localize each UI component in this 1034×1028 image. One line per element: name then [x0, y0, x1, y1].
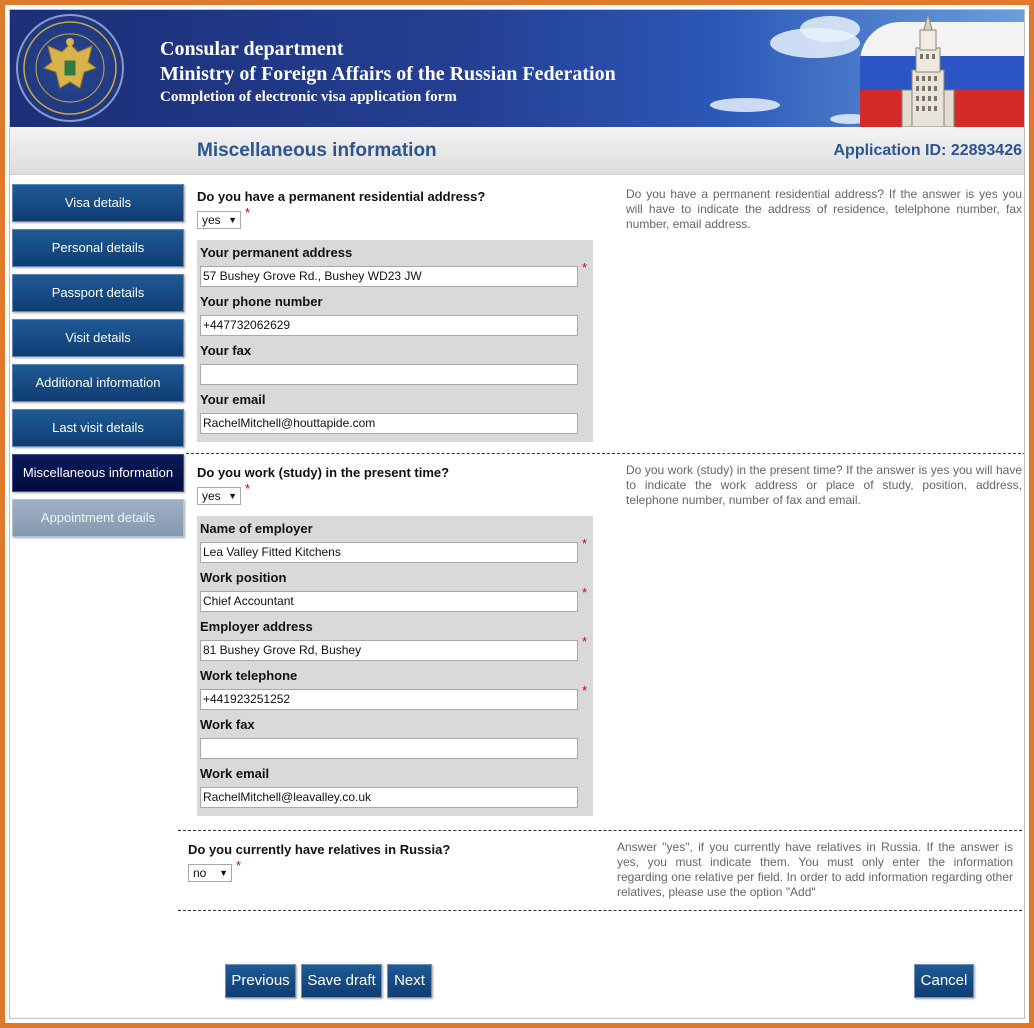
work-telephone-label: Work telephone: [200, 668, 298, 683]
required-mark: *: [582, 683, 588, 698]
sidebar-item-additional-information[interactable]: Additional information: [12, 364, 184, 402]
required-mark: *: [582, 585, 588, 600]
work-email-input[interactable]: RachelMitchell@leavalley.co.uk: [200, 787, 578, 808]
sidebar-item-visit-details[interactable]: Visit details: [12, 319, 184, 357]
cloud-decoration: [800, 16, 860, 42]
required-mark: *: [236, 858, 242, 873]
residence-answer-select[interactable]: [197, 211, 241, 229]
ministry-building-icon: [898, 10, 958, 127]
work-answer-select[interactable]: [197, 487, 241, 505]
residence-help-text: Do you have a permanent residential address? If the answer is yes you will have to indicate the address of residence, telelphone number, fax number, email address.: [626, 187, 1022, 231]
chevron-down-icon: ▼: [228, 491, 237, 501]
required-mark: *: [582, 634, 588, 649]
sidebar-item-passport-details[interactable]: Passport details: [12, 274, 184, 312]
consular-emblem-icon: [16, 14, 124, 122]
work-position-input[interactable]: Chief Accountant: [200, 591, 578, 612]
work-position-label: Work position: [200, 570, 287, 585]
employer-address-input[interactable]: 81 Bushey Grove Rd, Bushey: [200, 640, 578, 661]
header-title-ministry: Ministry of Foreign Affairs of the Russian Federation: [160, 63, 616, 85]
required-mark: *: [245, 481, 251, 496]
work-answer-value: yes: [202, 489, 221, 503]
previous-button[interactable]: Previous: [225, 964, 296, 998]
page-title: Miscellaneous information: [197, 140, 437, 161]
employer-address-label: Employer address: [200, 619, 313, 634]
next-button[interactable]: Next: [387, 964, 432, 998]
email-input[interactable]: RachelMitchell@houttapide.com: [200, 413, 578, 434]
phone-number-label: Your phone number: [200, 294, 323, 309]
relatives-answer-value: no: [193, 866, 207, 880]
phone-number-input[interactable]: +447732062629: [200, 315, 578, 336]
permanent-address-input[interactable]: 57 Bushey Grove Rd., Bushey WD23 JW: [200, 266, 578, 287]
work-question: Do you work (study) in the present time?: [197, 465, 450, 480]
required-mark: *: [245, 205, 251, 220]
section-divider: [186, 453, 1025, 454]
work-telephone-input[interactable]: +441923251252: [200, 689, 578, 710]
fax-label: Your fax: [200, 343, 252, 358]
sidebar-item-last-visit-details[interactable]: Last visit details: [12, 409, 184, 447]
save-draft-button[interactable]: Save draft: [301, 964, 382, 998]
residence-answer-value: yes: [202, 213, 221, 227]
work-fax-input[interactable]: [200, 738, 578, 759]
page-content: [9, 9, 1025, 1019]
section-divider: [178, 830, 1022, 831]
section-title-bar: [10, 127, 1025, 175]
cloud-decoration: [710, 98, 780, 112]
work-help-text: Do you work (study) in the present time? If the answer is yes you will have to indicate the work address or place of study, position, address, telephone number, number of fax and email.: [626, 463, 1022, 507]
chevron-down-icon: ▼: [228, 215, 237, 225]
work-email-label: Work email: [200, 766, 270, 781]
relatives-question: Do you currently have relatives in Russia?: [188, 842, 451, 857]
employer-name-label: Name of employer: [200, 521, 313, 536]
sidebar-item-visa-details[interactable]: Visa details: [12, 184, 184, 222]
sidebar-item-appointment-details[interactable]: Appointment details: [12, 499, 184, 537]
work-fax-label: Work fax: [200, 717, 255, 732]
residence-question: Do you have a permanent residential address?: [197, 189, 486, 204]
header-subtitle: Completion of electronic visa application form: [160, 89, 457, 105]
header-title-department: Consular department: [160, 38, 344, 60]
relatives-answer-select[interactable]: [188, 864, 232, 882]
employer-name-input[interactable]: Lea Valley Fitted Kitchens: [200, 542, 578, 563]
sidebar-item-personal-details[interactable]: Personal details: [12, 229, 184, 267]
permanent-address-label: Your permanent address: [200, 245, 353, 260]
email-label: Your email: [200, 392, 266, 407]
fax-input[interactable]: [200, 364, 578, 385]
required-mark: *: [582, 260, 588, 275]
chevron-down-icon: ▼: [219, 868, 228, 878]
cancel-button[interactable]: Cancel: [914, 964, 974, 998]
application-id: Application ID: 22893426: [833, 142, 1022, 159]
header-banner: [10, 10, 1025, 127]
relatives-help-text: Answer "yes", if you currently have relatives in Russia. If the answer is yes, you must indicate them. You must only enter the information regarding one relative per field. In order to add information regarding other relatives, please use the option "Add": [617, 840, 1013, 899]
required-mark: *: [582, 536, 588, 551]
sidebar-item-miscellaneous-information[interactable]: Miscellaneous information: [12, 454, 184, 492]
section-divider: [178, 910, 1022, 911]
